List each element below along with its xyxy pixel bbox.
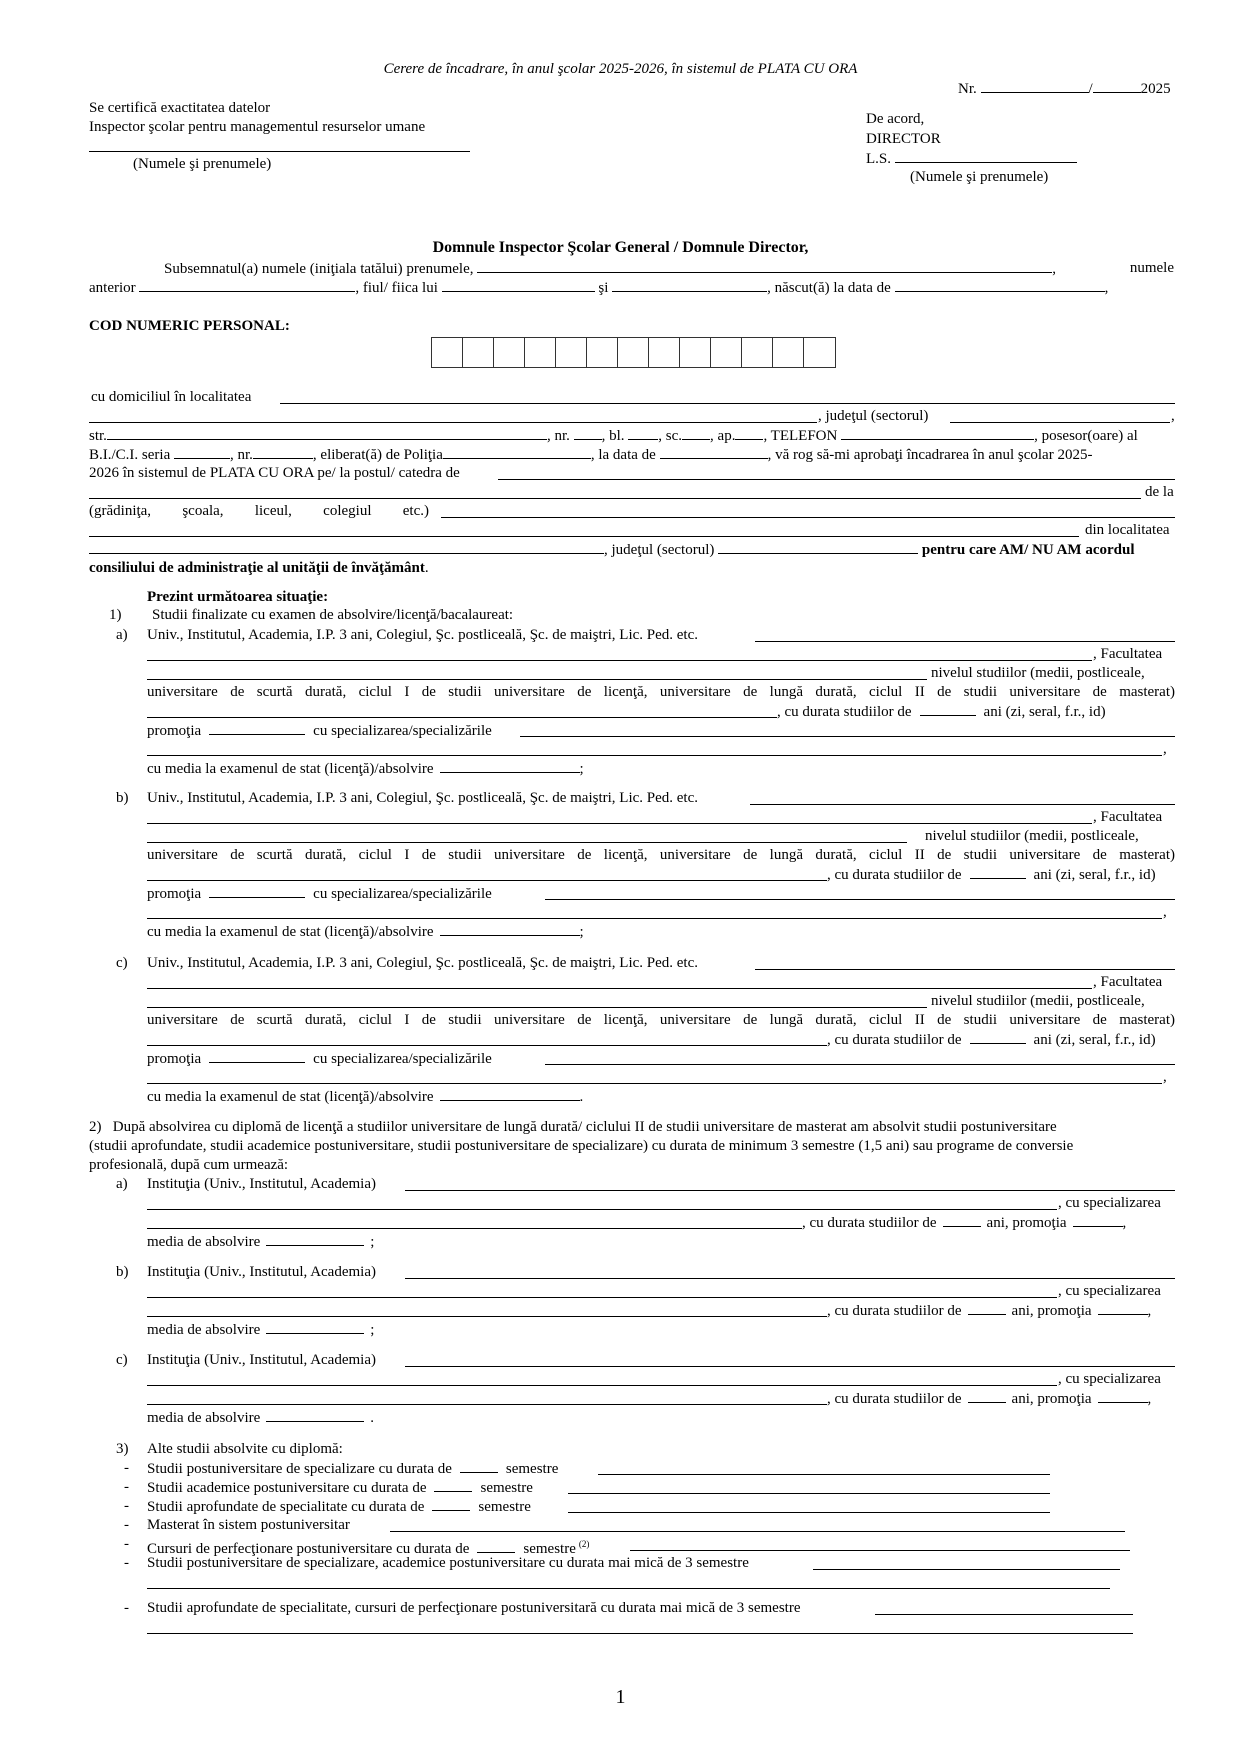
cnp-input-grid xyxy=(431,337,836,368)
school-county-field[interactable] xyxy=(718,540,918,554)
semesters-field[interactable] xyxy=(460,1459,498,1473)
comma: , xyxy=(1122,1215,1127,1231)
school-locality-field[interactable] xyxy=(89,540,604,554)
block-field[interactable] xyxy=(628,426,658,440)
grade-line xyxy=(147,922,584,940)
section-3-number: 3) xyxy=(116,1441,129,1457)
identity-line-1: Subsemnatul(a) numele (iniţiala tatălui) prenumele, , numele xyxy=(164,260,1174,277)
id-number-field[interactable] xyxy=(253,445,313,459)
item-label: Cursuri de perfecţionare postuniversitare cu durata de xyxy=(147,1541,470,1557)
institution-label: Univ., Institutul, Academia, I.P. 3 ani, Colegiul, Şc. postliceală, Şc. de maiştri, Lic. Ped. etc. xyxy=(147,627,699,643)
item-details-field[interactable] xyxy=(875,1614,1133,1615)
institution-field-cont[interactable] xyxy=(147,988,1092,989)
section-2-text-3: profesională, după cum urmează: xyxy=(89,1157,289,1173)
entry-end: ; xyxy=(370,1234,375,1250)
faculty-field[interactable] xyxy=(147,679,927,680)
specialization-field-cont[interactable] xyxy=(147,755,1162,756)
post-line: 2026 în sistemul de PLATA CU ORA pe/ la postul/ catedra de xyxy=(89,465,460,481)
duration-years-field[interactable] xyxy=(970,865,1026,879)
post-field-cont[interactable] xyxy=(89,498,1141,499)
list-dash: - xyxy=(124,1555,129,1571)
duration-years-field[interactable] xyxy=(943,1213,981,1227)
director-label: DIRECTOR xyxy=(866,131,941,147)
cnp-digit-cell[interactable] xyxy=(773,338,804,367)
footnote-ref: (2) xyxy=(578,1539,590,1549)
institution-field[interactable] xyxy=(750,804,1175,805)
faculty-field[interactable] xyxy=(147,1007,927,1008)
institution-field-cont[interactable] xyxy=(147,1385,1057,1386)
study-form-label: ani (zi, seral, f.r., id) xyxy=(983,704,1106,720)
semesters-field[interactable] xyxy=(477,1539,515,1553)
grade-line xyxy=(147,1408,374,1426)
list-item xyxy=(147,1497,531,1515)
grade-line xyxy=(147,1087,583,1105)
institution-field[interactable] xyxy=(405,1190,1175,1191)
institution-label: Instituţia (Univ., Institutul, Academia) xyxy=(147,1352,376,1368)
entry-letter: c) xyxy=(116,955,128,971)
level-options: universitare de scurtă durată, ciclul I de studii universitare de licenţă, universitare de lungă durată, ciclul II de studii universitare de masterat) xyxy=(147,684,1175,700)
duration-line xyxy=(827,1389,1151,1407)
level-options: universitare de scurtă durată, ciclul I de studii universitare de licenţă, universitare de lungă durată, ciclul II de studii universitare de masterat) xyxy=(147,847,1175,863)
list-item xyxy=(147,1478,533,1496)
faculty-label: , Facultatea xyxy=(1093,646,1163,662)
school-field[interactable] xyxy=(441,517,1175,518)
ls-line: L.S. xyxy=(866,149,1077,167)
duration-label: , cu durata studiilor de xyxy=(827,867,962,883)
specialization-label: , cu specializarea xyxy=(1058,1195,1161,1211)
institution-field-cont[interactable] xyxy=(147,660,1092,661)
promotion-label: promoţia xyxy=(147,1051,202,1067)
section-2-text-2: (studii aprofundate, studii academice postuniversitare, studii postuniversitare de specializare) cu durata de minimum 3 semestre (1,5 ani) sau programe de conversie xyxy=(89,1138,1074,1154)
specialization-label: cu specializarea/specializările xyxy=(313,723,492,739)
semesters-field[interactable] xyxy=(432,1497,470,1511)
level-field[interactable] xyxy=(147,1045,827,1046)
list-dash: - xyxy=(124,1600,129,1616)
duration-line xyxy=(827,1301,1151,1319)
director-signature-field[interactable] xyxy=(895,149,1077,163)
entry-end: . xyxy=(370,1410,375,1426)
salutation: Domnule Inspector Şcolar General / Domnule Director, xyxy=(432,239,809,256)
from-label: de la xyxy=(1145,484,1174,500)
cnp-digit-cell[interactable] xyxy=(742,338,773,367)
inspector-name-field[interactable] xyxy=(89,151,470,152)
street-field[interactable] xyxy=(107,426,547,440)
specialization-label: , cu specializarea xyxy=(1058,1283,1161,1299)
entry-end: ; xyxy=(579,924,584,940)
mother-name-field[interactable] xyxy=(612,278,767,292)
promotion-label: promoţia xyxy=(147,723,202,739)
domicile-label: cu domiciliul în localitatea xyxy=(91,389,252,405)
duration-label: , cu durata studiilor de xyxy=(827,1391,962,1407)
entry-letter: a) xyxy=(116,1176,128,1192)
promotion-label: ani, promoţia xyxy=(1011,1391,1092,1407)
entry-end: . xyxy=(579,1089,584,1105)
list-item xyxy=(147,1599,801,1617)
institution-field-cont[interactable] xyxy=(147,1297,1057,1298)
grade-field[interactable] xyxy=(266,1232,364,1246)
specialization-field[interactable] xyxy=(545,1064,1175,1065)
list-dash: - xyxy=(124,1479,129,1495)
item-details-field-cont[interactable] xyxy=(147,1588,1110,1589)
level-label: nivelul studiilor (medii, postliceale, xyxy=(925,828,1139,844)
promotion-line xyxy=(147,884,492,902)
item-details-field[interactable] xyxy=(813,1569,1120,1570)
entry-end: ; xyxy=(579,761,584,777)
list-item xyxy=(147,1554,749,1572)
item-label: Studii academice postuniversitare cu durata de xyxy=(147,1480,427,1496)
section-1-number: 1) xyxy=(109,607,122,623)
section-2-text-1: 2) După absolvirea cu diplomă de licenţă a studiilor universitare de lungă durată/ ciclului II de studii universitare de masterat am absolvit studii postuniversitare xyxy=(89,1119,1057,1135)
grade-line xyxy=(147,1320,374,1338)
cnp-digit-cell[interactable] xyxy=(525,338,556,367)
grade-label: cu media la examenul de stat (licenţă)/absolvire xyxy=(147,761,434,777)
list-item xyxy=(147,1516,350,1534)
list-dash: - xyxy=(124,1517,129,1533)
specialization-field[interactable] xyxy=(147,1316,827,1317)
certify-line: Se certifică exactitatea datelor xyxy=(89,100,271,116)
comma: , xyxy=(1163,904,1167,920)
cnp-digit-cell[interactable] xyxy=(556,338,587,367)
council-line: consiliului de administraţie al unităţii de învăţământ. xyxy=(89,560,429,576)
duration-years-field[interactable] xyxy=(920,702,976,716)
issue-date-field[interactable] xyxy=(660,445,768,459)
cnp-digit-cell[interactable] xyxy=(680,338,711,367)
grade-line xyxy=(147,1232,374,1250)
specialization-label: cu specializarea/specializările xyxy=(313,1051,492,1067)
faculty-label: , Facultatea xyxy=(1093,974,1163,990)
locality-field[interactable] xyxy=(280,403,1175,404)
cnp-digit-cell[interactable] xyxy=(587,338,618,367)
entry-letter: b) xyxy=(116,1264,129,1280)
page-number: 1 xyxy=(615,1686,626,1708)
semesters-label: semestre xyxy=(505,1461,559,1477)
duration-line xyxy=(827,865,1156,883)
promotion-field[interactable] xyxy=(209,1049,305,1063)
item-label: Studii aprofundate de specialitate cu durata de xyxy=(147,1499,425,1515)
locality-field-cont[interactable] xyxy=(89,422,817,423)
institution-label: Univ., Institutul, Academia, I.P. 3 ani, Colegiul, Şc. postliceală, Şc. de maiştri, Lic. Ped. etc. xyxy=(147,955,699,971)
agree-label: De acord, xyxy=(866,111,925,127)
entry-letter: a) xyxy=(116,627,128,643)
cnp-label: COD NUMERIC PERSONAL: xyxy=(89,318,290,334)
institution-field[interactable] xyxy=(405,1278,1175,1279)
duration-line xyxy=(827,1030,1156,1048)
cnp-digit-cell[interactable] xyxy=(649,338,680,367)
previous-name-field[interactable] xyxy=(139,278,355,292)
grade-label: media de absolvire xyxy=(147,1234,261,1250)
institution-field-cont[interactable] xyxy=(147,1209,1057,1210)
item-details-field[interactable] xyxy=(390,1531,1125,1532)
specialization-field[interactable] xyxy=(520,736,1175,737)
father-name-field[interactable] xyxy=(442,278,595,292)
entry-end: ; xyxy=(370,1322,375,1338)
specialization-label: , cu specializarea xyxy=(1058,1371,1161,1387)
level-label: nivelul studiilor (medii, postliceale, xyxy=(931,665,1145,681)
registration-number: Nr. / 2025 xyxy=(958,81,1171,97)
section-1-title: Studii finalizate cu examen de absolvire/licenţă/bacalaureat: xyxy=(152,607,514,623)
cnp-digit-cell[interactable] xyxy=(618,338,649,367)
item-details-field[interactable] xyxy=(568,1493,1050,1494)
institution-field[interactable] xyxy=(755,641,1175,642)
level-field[interactable] xyxy=(147,717,777,718)
item-label: Studii postuniversitare de specializare cu durata de xyxy=(147,1461,452,1477)
promotion-field[interactable] xyxy=(1073,1213,1123,1227)
institution-field[interactable] xyxy=(405,1366,1175,1367)
grade-field[interactable] xyxy=(440,759,580,773)
promotion-label: promoţia xyxy=(147,886,202,902)
county-field[interactable] xyxy=(950,422,1170,423)
grade-field[interactable] xyxy=(266,1408,364,1422)
semesters-field[interactable] xyxy=(434,1478,472,1492)
specialization-field-cont[interactable] xyxy=(147,1083,1162,1084)
cnp-digit-cell[interactable] xyxy=(711,338,742,367)
issued-by-field[interactable] xyxy=(443,445,591,459)
item-details-field[interactable] xyxy=(598,1474,1050,1475)
inspector-name-caption: (Numele şi prenumele) xyxy=(133,156,272,172)
promotion-field[interactable] xyxy=(209,884,305,898)
institution-label: Instituţia (Univ., Institutul, Academia) xyxy=(147,1176,376,1192)
grade-field[interactable] xyxy=(266,1320,364,1334)
specialization-field-cont[interactable] xyxy=(147,918,1162,919)
grade-label: cu media la examenul de stat (licenţă)/absolvire xyxy=(147,924,434,940)
institution-field-cont[interactable] xyxy=(147,823,1092,824)
promotion-line xyxy=(147,1049,492,1067)
duration-years-field[interactable] xyxy=(970,1030,1026,1044)
item-label: Studii postuniversitare de specializare, academice postuniversitare cu durata mai mică de 3 semestre xyxy=(147,1555,749,1571)
cnp-digit-cell[interactable] xyxy=(432,338,463,367)
promotion-field[interactable] xyxy=(1098,1301,1148,1315)
from-locality-label: din localitatea xyxy=(1085,522,1170,538)
grade-field[interactable] xyxy=(440,1087,580,1101)
comma: , xyxy=(1147,1391,1152,1407)
grade-label: media de absolvire xyxy=(147,1322,261,1338)
grade-label: cu media la examenul de stat (licenţă)/absolvire xyxy=(147,1089,434,1105)
list-item xyxy=(147,1535,590,1557)
grade-label: media de absolvire xyxy=(147,1410,261,1426)
document-title: Cerere de încadrare, în anul şcolar 2025-2026, în sistemul de PLATA CU ORA xyxy=(383,61,858,77)
comma: , xyxy=(1163,741,1167,757)
study-form-label: ani (zi, seral, f.r., id) xyxy=(1033,1032,1156,1048)
promotion-field[interactable] xyxy=(209,721,305,735)
institution-label: Instituţia (Univ., Institutul, Academia) xyxy=(147,1264,376,1280)
county-label: , judeţul (sectorul) xyxy=(818,408,929,424)
school-field-cont[interactable] xyxy=(89,536,1079,537)
duration-years-field[interactable] xyxy=(968,1301,1006,1315)
duration-label: , cu durata studiilor de xyxy=(827,1032,962,1048)
promotion-label: ani, promoţia xyxy=(986,1215,1067,1231)
promotion-field[interactable] xyxy=(1098,1389,1148,1403)
staircase-field[interactable] xyxy=(682,426,710,440)
list-dash: - xyxy=(124,1460,129,1476)
promotion-line xyxy=(147,721,492,739)
item-label: Masterat în sistem postuniversitar xyxy=(147,1517,350,1533)
level-options: universitare de scurtă durată, ciclul I de studii universitare de licenţă, universitare de lungă durată, ciclul II de studii universitare de masterat) xyxy=(147,1012,1175,1028)
semesters-label: semestre xyxy=(480,1480,533,1496)
comma: , xyxy=(1163,1069,1167,1085)
duration-label: , cu durata studiilor de xyxy=(827,1303,962,1319)
list-dash: - xyxy=(124,1536,129,1552)
specialization-field[interactable] xyxy=(147,1228,802,1229)
item-details-field-cont[interactable] xyxy=(147,1633,1133,1634)
school-county-line: , judeţul (sectorul) pentru care AM/ NU AM acordul xyxy=(89,540,1135,558)
level-field[interactable] xyxy=(147,880,827,881)
identity-line-2: anterior , fiul/ fiica lui şi , născut(ă) la data de , xyxy=(89,280,1109,296)
duration-label: , cu durata studiilor de xyxy=(802,1215,937,1231)
grade-line xyxy=(147,759,584,777)
full-name-field[interactable] xyxy=(477,259,1052,273)
duration-line xyxy=(802,1213,1126,1231)
section-3-title: Alte studii absolvite cu diplomă: xyxy=(147,1441,343,1457)
comma: , xyxy=(1171,408,1175,424)
street-number-field[interactable] xyxy=(574,426,602,440)
semesters-label: semestre xyxy=(523,1541,576,1557)
item-details-field[interactable] xyxy=(630,1550,1130,1551)
faculty-field[interactable] xyxy=(147,842,907,843)
inspector-role: Inspector şcolar pentru managementul resurselor umane xyxy=(89,119,426,135)
entry-letter: c) xyxy=(116,1352,128,1368)
specialization-field[interactable] xyxy=(147,1404,827,1405)
list-item xyxy=(147,1459,558,1477)
promotion-label: ani, promoţia xyxy=(1011,1303,1092,1319)
faculty-label: , Facultatea xyxy=(1093,809,1163,825)
list-dash: - xyxy=(124,1498,129,1514)
cnp-digit-cell[interactable] xyxy=(804,338,835,367)
cnp-digit-cell[interactable] xyxy=(463,338,494,367)
nr-field[interactable] xyxy=(981,79,1089,93)
grade-field[interactable] xyxy=(440,922,580,936)
level-label: nivelul studiilor (medii, postliceale, xyxy=(931,993,1145,1009)
post-field[interactable] xyxy=(498,479,1175,480)
duration-line xyxy=(777,702,1106,720)
duration-years-field[interactable] xyxy=(968,1389,1006,1403)
id-card-line: B.I./C.I. seria , nr. , eliberat(ă) de Poliţia , la data de , vă rog să-mi aprobaţi încadrarea în anul şcolar 2025- xyxy=(89,447,1093,463)
street-line: str. , nr. , bl. , sc. , ap. , TELEFON , posesor(oare) al xyxy=(89,428,1138,444)
school-types: (grădiniţa, şcoala, liceul, colegiul etc.) xyxy=(89,503,429,519)
comma: , xyxy=(1147,1303,1152,1319)
cnp-digit-cell[interactable] xyxy=(494,338,525,367)
item-label: Studii aprofundate de specialitate, cursuri de perfecţionare postuniversitară cu durata mai mică de 3 semestre xyxy=(147,1600,801,1616)
specialization-label: cu specializarea/specializările xyxy=(313,886,492,902)
situation-heading: Prezint următoarea situaţie: xyxy=(147,589,329,605)
birth-date-field[interactable] xyxy=(895,278,1105,292)
semesters-label: semestre xyxy=(478,1499,531,1515)
apartment-field[interactable] xyxy=(735,426,763,440)
nr-date-field[interactable] xyxy=(1093,79,1141,93)
study-form-label: ani (zi, seral, f.r., id) xyxy=(1033,867,1156,883)
director-name-caption: (Numele şi prenumele) xyxy=(910,169,1049,185)
duration-label: , cu durata studiilor de xyxy=(777,704,912,720)
specialization-field[interactable] xyxy=(545,899,1175,900)
phone-field[interactable] xyxy=(841,426,1034,440)
institution-label: Univ., Institutul, Academia, I.P. 3 ani, Colegiul, Şc. postliceală, Şc. de maiştri, Lic. Ped. etc. xyxy=(147,790,699,806)
item-details-field[interactable] xyxy=(568,1512,1050,1513)
entry-letter: b) xyxy=(116,790,129,806)
id-series-field[interactable] xyxy=(174,445,230,459)
institution-field[interactable] xyxy=(755,969,1175,970)
